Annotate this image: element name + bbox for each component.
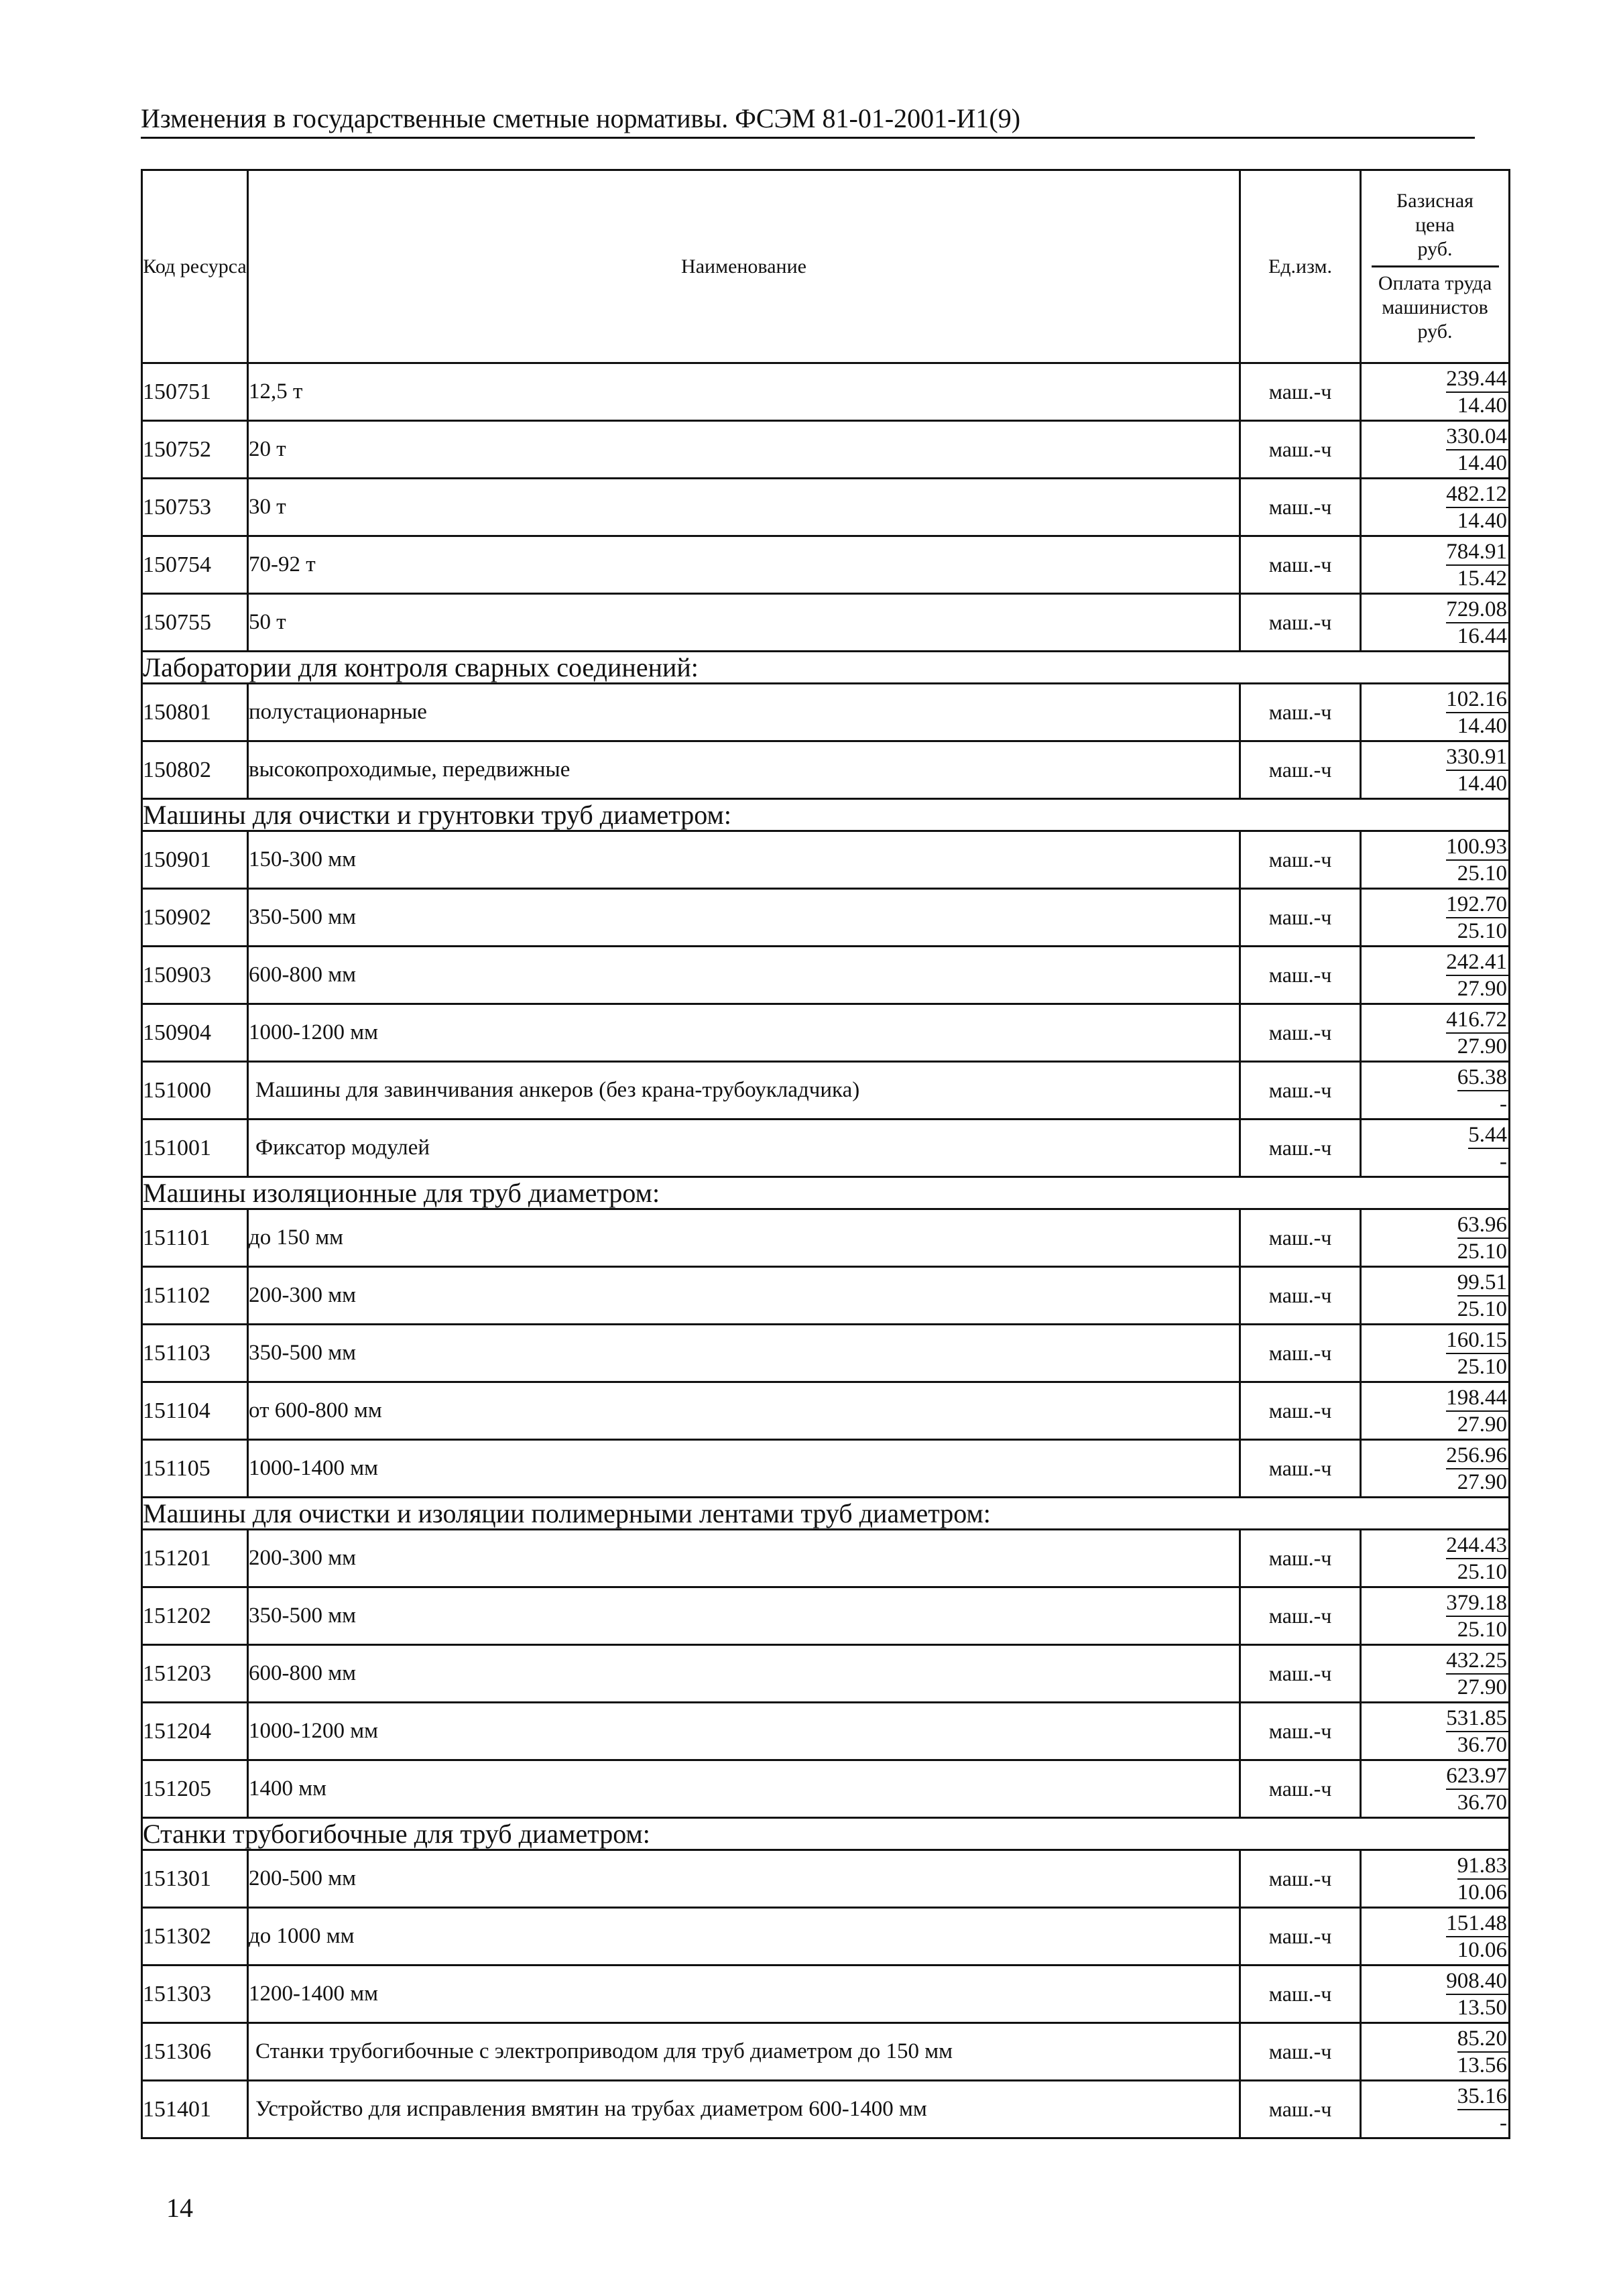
price-header-line: цена: [1415, 214, 1455, 236]
col-name-header: Наименование: [248, 170, 1240, 363]
price-fraction: [1446, 1648, 1508, 1700]
unit-cell: маш.-ч: [1240, 684, 1361, 741]
price-cell: [1361, 741, 1510, 799]
unit-cell: маш.-ч: [1240, 1004, 1361, 1062]
price-cell: [1361, 1004, 1510, 1062]
price-cell: [1361, 831, 1510, 889]
price-fraction: [1446, 1007, 1508, 1059]
operator-wage: 25.10: [1457, 1296, 1507, 1321]
base-price: 623.97: [1446, 1763, 1508, 1790]
price-fraction: [1446, 1532, 1508, 1585]
operator-wage: 36.70: [1457, 1732, 1507, 1757]
operator-wage: 36.70: [1457, 1790, 1507, 1815]
price-fraction: [1446, 1327, 1508, 1380]
wage-header-line: руб.: [1417, 320, 1453, 343]
price-cell: [1361, 1850, 1510, 1908]
resource-code: 151000: [142, 1062, 248, 1120]
table-row: [142, 2081, 1510, 2138]
resource-code: 151306: [142, 2023, 248, 2081]
price-fraction: [1446, 686, 1508, 739]
resource-code: 151202: [142, 1587, 248, 1645]
price-fraction: [1446, 892, 1508, 944]
table-row: [142, 1908, 1510, 1966]
table-row: [142, 1645, 1510, 1703]
price-fraction: [1457, 2026, 1508, 2078]
resource-name: Станки трубогибочные с электроприводом для труб диаметром до 150 мм: [248, 2023, 1240, 2081]
base-price: 5.44: [1468, 1122, 1508, 1149]
resource-code: 150754: [142, 536, 248, 594]
operator-wage: 13.50: [1457, 1995, 1507, 2020]
table-row: [142, 1062, 1510, 1120]
operator-wage: 27.90: [1457, 976, 1507, 1001]
resource-name: Устройство для исправления вмятин на трубах диаметром 600-1400 мм: [248, 2081, 1240, 2138]
table-row: [142, 1850, 1510, 1908]
operator-wage: -: [1500, 2110, 1507, 2135]
operator-wage: 27.90: [1457, 1034, 1507, 1059]
price-cell: [1361, 363, 1510, 421]
resource-name: 600-800 мм: [248, 947, 1240, 1004]
base-price: 99.51: [1457, 1270, 1508, 1296]
operator-wage: 27.90: [1457, 1412, 1507, 1437]
resource-code: 150753: [142, 479, 248, 536]
unit-cell: маш.-ч: [1240, 947, 1361, 1004]
resource-table: [141, 169, 1510, 2139]
price-fraction: [1446, 1911, 1508, 1963]
unit-cell: маш.-ч: [1240, 1325, 1361, 1382]
base-price: 63.96: [1457, 1212, 1508, 1239]
section-row: [142, 1818, 1510, 1850]
resource-name: до 150 мм: [248, 1209, 1240, 1267]
operator-wage: 25.10: [1457, 861, 1507, 886]
table-row: [142, 1382, 1510, 1440]
price-cell: [1361, 1440, 1510, 1498]
price-fraction: [1446, 481, 1508, 534]
table-row: [142, 1267, 1510, 1325]
price-cell: [1361, 947, 1510, 1004]
resource-name: 200-300 мм: [248, 1530, 1240, 1587]
table-row: [142, 684, 1510, 741]
price-cell: [1361, 1382, 1510, 1440]
operator-wage: 10.06: [1457, 1880, 1507, 1905]
table-row: [142, 1530, 1510, 1587]
resource-name: высокопроходимые, передвижные: [248, 741, 1240, 799]
base-price: 330.04: [1446, 424, 1508, 450]
price-header-line: Базисная: [1396, 190, 1474, 212]
resource-name: 12,5 т: [248, 363, 1240, 421]
resource-code: 151303: [142, 1966, 248, 2023]
operator-wage: 27.90: [1457, 1469, 1507, 1494]
table-row: [142, 1209, 1510, 1267]
section-title: Машины для очистки и изоляции полимерными лентами труб диаметром:: [142, 1498, 1510, 1530]
resource-code: 150755: [142, 594, 248, 652]
resource-name: полустационарные: [248, 684, 1240, 741]
price-fraction: [1446, 1443, 1508, 1495]
resource-name: 200-500 мм: [248, 1850, 1240, 1908]
price-fraction: [1446, 1590, 1508, 1642]
resource-code: 150751: [142, 363, 248, 421]
price-cell: [1361, 1645, 1510, 1703]
table-row: [142, 1966, 1510, 2023]
base-price: 432.25: [1446, 1648, 1508, 1675]
operator-wage: 25.10: [1457, 1354, 1507, 1379]
price-cell: [1361, 1530, 1510, 1587]
table-row: [142, 741, 1510, 799]
price-fraction: [1446, 1705, 1508, 1758]
operator-wage: 25.10: [1457, 1617, 1507, 1642]
table-row: [142, 1004, 1510, 1062]
section-row: [142, 1177, 1510, 1209]
unit-cell: маш.-ч: [1240, 2023, 1361, 2081]
resource-code: 151205: [142, 1760, 248, 1818]
resource-name: 50 т: [248, 594, 1240, 652]
price-fraction: [1446, 1385, 1508, 1437]
price-cell: [1361, 1209, 1510, 1267]
base-price: 85.20: [1457, 2026, 1508, 2053]
price-fraction: [1446, 1968, 1508, 2020]
table-row: [142, 831, 1510, 889]
unit-cell: маш.-ч: [1240, 1530, 1361, 1587]
price-fraction: [1457, 1853, 1508, 1905]
base-price: 908.40: [1446, 1968, 1508, 1995]
price-cell: [1361, 1760, 1510, 1818]
col-unit-header: Ед.изм.: [1240, 170, 1361, 363]
unit-cell: маш.-ч: [1240, 1120, 1361, 1177]
resource-code: 151103: [142, 1325, 248, 1382]
resource-name: 200-300 мм: [248, 1267, 1240, 1325]
resource-name: 20 т: [248, 421, 1240, 479]
base-price: 256.96: [1446, 1443, 1508, 1469]
price-cell: [1361, 1120, 1510, 1177]
table-row: [142, 479, 1510, 536]
resource-name: 350-500 мм: [248, 1325, 1240, 1382]
page-header: Изменения в государственные сметные нормативы. ФСЭМ 81-01-2001-И1(9): [141, 101, 1475, 139]
table-row: [142, 2023, 1510, 2081]
resource-name: Машины для завинчивания анкеров (без крана-трубоукладчика): [248, 1062, 1240, 1120]
operator-wage: 15.42: [1457, 566, 1507, 591]
price-fraction: [1457, 1065, 1508, 1117]
table-body: [142, 363, 1510, 2138]
unit-cell: маш.-ч: [1240, 1703, 1361, 1760]
resource-code: 150901: [142, 831, 248, 889]
base-price: 198.44: [1446, 1385, 1508, 1412]
base-price: 379.18: [1446, 1590, 1508, 1617]
unit-cell: маш.-ч: [1240, 1209, 1361, 1267]
operator-wage: -: [1500, 1149, 1507, 1174]
resource-code: 151105: [142, 1440, 248, 1498]
unit-cell: маш.-ч: [1240, 1966, 1361, 2023]
unit-cell: маш.-ч: [1240, 1645, 1361, 1703]
table-header-row: [142, 170, 1510, 363]
col-price-header: [1361, 170, 1510, 363]
operator-wage: 25.10: [1457, 1239, 1507, 1264]
resource-name: 350-500 мм: [248, 889, 1240, 947]
base-price: 416.72: [1446, 1007, 1508, 1034]
section-row: [142, 1498, 1510, 1530]
resource-code: 151201: [142, 1530, 248, 1587]
resource-code: 151401: [142, 2081, 248, 2138]
base-price: 102.16: [1446, 686, 1508, 713]
operator-wage: 16.44: [1457, 623, 1507, 648]
price-cell: [1361, 1966, 1510, 2023]
section-row: [142, 799, 1510, 831]
price-fraction: [1446, 1763, 1508, 1815]
resource-name: от 600-800 мм: [248, 1382, 1240, 1440]
base-price: 784.91: [1446, 539, 1508, 566]
section-title: Лаборатории для контроля сварных соединений:: [142, 652, 1510, 684]
unit-cell: маш.-ч: [1240, 1267, 1361, 1325]
unit-cell: маш.-ч: [1240, 1587, 1361, 1645]
base-price: 151.48: [1446, 1911, 1508, 1937]
section-row: [142, 652, 1510, 684]
unit-cell: маш.-ч: [1240, 1382, 1361, 1440]
resource-name: 1000-1200 мм: [248, 1004, 1240, 1062]
price-cell: [1361, 1062, 1510, 1120]
price-cell: [1361, 479, 1510, 536]
wage-header-line: машинистов: [1382, 296, 1488, 318]
resource-code: 150752: [142, 421, 248, 479]
base-price: 531.85: [1446, 1705, 1508, 1732]
base-price: 160.15: [1446, 1327, 1508, 1354]
price-fraction: [1446, 949, 1508, 1002]
unit-cell: маш.-ч: [1240, 1760, 1361, 1818]
price-cell: [1361, 1587, 1510, 1645]
price-cell: [1361, 536, 1510, 594]
unit-cell: маш.-ч: [1240, 1440, 1361, 1498]
base-price: 244.43: [1446, 1532, 1508, 1559]
base-price: 330.91: [1446, 744, 1508, 771]
resource-code: 151001: [142, 1120, 248, 1177]
operator-wage: 14.40: [1457, 771, 1507, 796]
resource-name: 1000-1200 мм: [248, 1703, 1240, 1760]
price-fraction: [1446, 366, 1508, 418]
resource-name: 30 т: [248, 479, 1240, 536]
section-title: Машины для очистки и грунтовки труб диаметром:: [142, 799, 1510, 831]
resource-code: 150802: [142, 741, 248, 799]
resource-name: 70-92 т: [248, 536, 1240, 594]
table-row: [142, 947, 1510, 1004]
operator-wage: 14.40: [1457, 508, 1507, 533]
base-price: 239.44: [1446, 366, 1508, 393]
base-price: 192.70: [1446, 892, 1508, 918]
resource-name: до 1000 мм: [248, 1908, 1240, 1966]
operator-wage: 27.90: [1457, 1675, 1507, 1699]
table-row: [142, 1760, 1510, 1818]
resource-code: 151302: [142, 1908, 248, 1966]
operator-wage: 25.10: [1457, 1559, 1507, 1584]
price-header-line: руб.: [1417, 238, 1453, 260]
base-price: 729.08: [1446, 597, 1508, 623]
resource-name: 1000-1400 мм: [248, 1440, 1240, 1498]
resource-code: 151101: [142, 1209, 248, 1267]
section-title: Станки трубогибочные для труб диаметром:: [142, 1818, 1510, 1850]
operator-wage: 14.40: [1457, 450, 1507, 475]
price-cell: [1361, 2023, 1510, 2081]
price-fraction: [1468, 1122, 1508, 1174]
operator-wage: 25.10: [1457, 918, 1507, 943]
table-row: [142, 594, 1510, 652]
operator-wage: 14.40: [1457, 393, 1507, 418]
unit-cell: маш.-ч: [1240, 889, 1361, 947]
col-code-header: Код ресурса: [142, 170, 248, 363]
resource-name: 1400 мм: [248, 1760, 1240, 1818]
price-cell: [1361, 889, 1510, 947]
base-price: 100.93: [1446, 834, 1508, 861]
table-row: [142, 363, 1510, 421]
operator-wage: 14.40: [1457, 713, 1507, 738]
unit-cell: маш.-ч: [1240, 421, 1361, 479]
price-cell: [1361, 1267, 1510, 1325]
base-price: 65.38: [1457, 1065, 1508, 1091]
table-row: [142, 1587, 1510, 1645]
unit-cell: маш.-ч: [1240, 479, 1361, 536]
resource-code: 151102: [142, 1267, 248, 1325]
page-number: 14: [166, 2193, 193, 2223]
table-row: [142, 889, 1510, 947]
resource-code: 151204: [142, 1703, 248, 1760]
price-cell: [1361, 1908, 1510, 1966]
resource-code: 151203: [142, 1645, 248, 1703]
price-cell: [1361, 421, 1510, 479]
table-row: [142, 421, 1510, 479]
resource-name: Фиксатор модулей: [248, 1120, 1240, 1177]
unit-cell: маш.-ч: [1240, 831, 1361, 889]
resource-code: 150903: [142, 947, 248, 1004]
price-fraction: [1457, 1270, 1508, 1322]
operator-wage: 10.06: [1457, 1937, 1507, 1962]
operator-wage: -: [1500, 1091, 1507, 1116]
resource-code: 151104: [142, 1382, 248, 1440]
resource-code: 150904: [142, 1004, 248, 1062]
base-price: 242.41: [1446, 949, 1508, 976]
wage-header-line: Оплата труда: [1378, 272, 1492, 294]
resource-code: 150902: [142, 889, 248, 947]
unit-cell: маш.-ч: [1240, 741, 1361, 799]
price-fraction: [1446, 424, 1508, 476]
table-row: [142, 1120, 1510, 1177]
price-fraction: [1446, 744, 1508, 796]
base-price: 91.83: [1457, 1853, 1508, 1880]
resource-name: 600-800 мм: [248, 1645, 1240, 1703]
table-row: [142, 1440, 1510, 1498]
price-cell: [1361, 1703, 1510, 1760]
price-cell: [1361, 684, 1510, 741]
operator-wage: 13.56: [1457, 2053, 1507, 2077]
price-fraction: [1446, 597, 1508, 649]
resource-code: 151301: [142, 1850, 248, 1908]
resource-name: 350-500 мм: [248, 1587, 1240, 1645]
unit-cell: маш.-ч: [1240, 1062, 1361, 1120]
table-row: [142, 1703, 1510, 1760]
unit-cell: маш.-ч: [1240, 1850, 1361, 1908]
price-fraction: [1446, 834, 1508, 886]
unit-cell: маш.-ч: [1240, 2081, 1361, 2138]
unit-cell: маш.-ч: [1240, 594, 1361, 652]
unit-cell: маш.-ч: [1240, 363, 1361, 421]
price-fraction: [1457, 1212, 1508, 1264]
price-cell: [1361, 594, 1510, 652]
base-price: 482.12: [1446, 481, 1508, 508]
price-fraction: [1446, 539, 1508, 591]
resource-name: 1200-1400 мм: [248, 1966, 1240, 2023]
unit-cell: маш.-ч: [1240, 1908, 1361, 1966]
base-price: 35.16: [1457, 2083, 1508, 2110]
resource-name: 150-300 мм: [248, 831, 1240, 889]
price-fraction: [1457, 2083, 1508, 2136]
resource-code: 150801: [142, 684, 248, 741]
unit-cell: маш.-ч: [1240, 536, 1361, 594]
header-divider: [1372, 265, 1499, 267]
table-row: [142, 1325, 1510, 1382]
table-row: [142, 536, 1510, 594]
section-title: Машины изоляционные для труб диаметром:: [142, 1177, 1510, 1209]
price-cell: [1361, 2081, 1510, 2138]
price-cell: [1361, 1325, 1510, 1382]
